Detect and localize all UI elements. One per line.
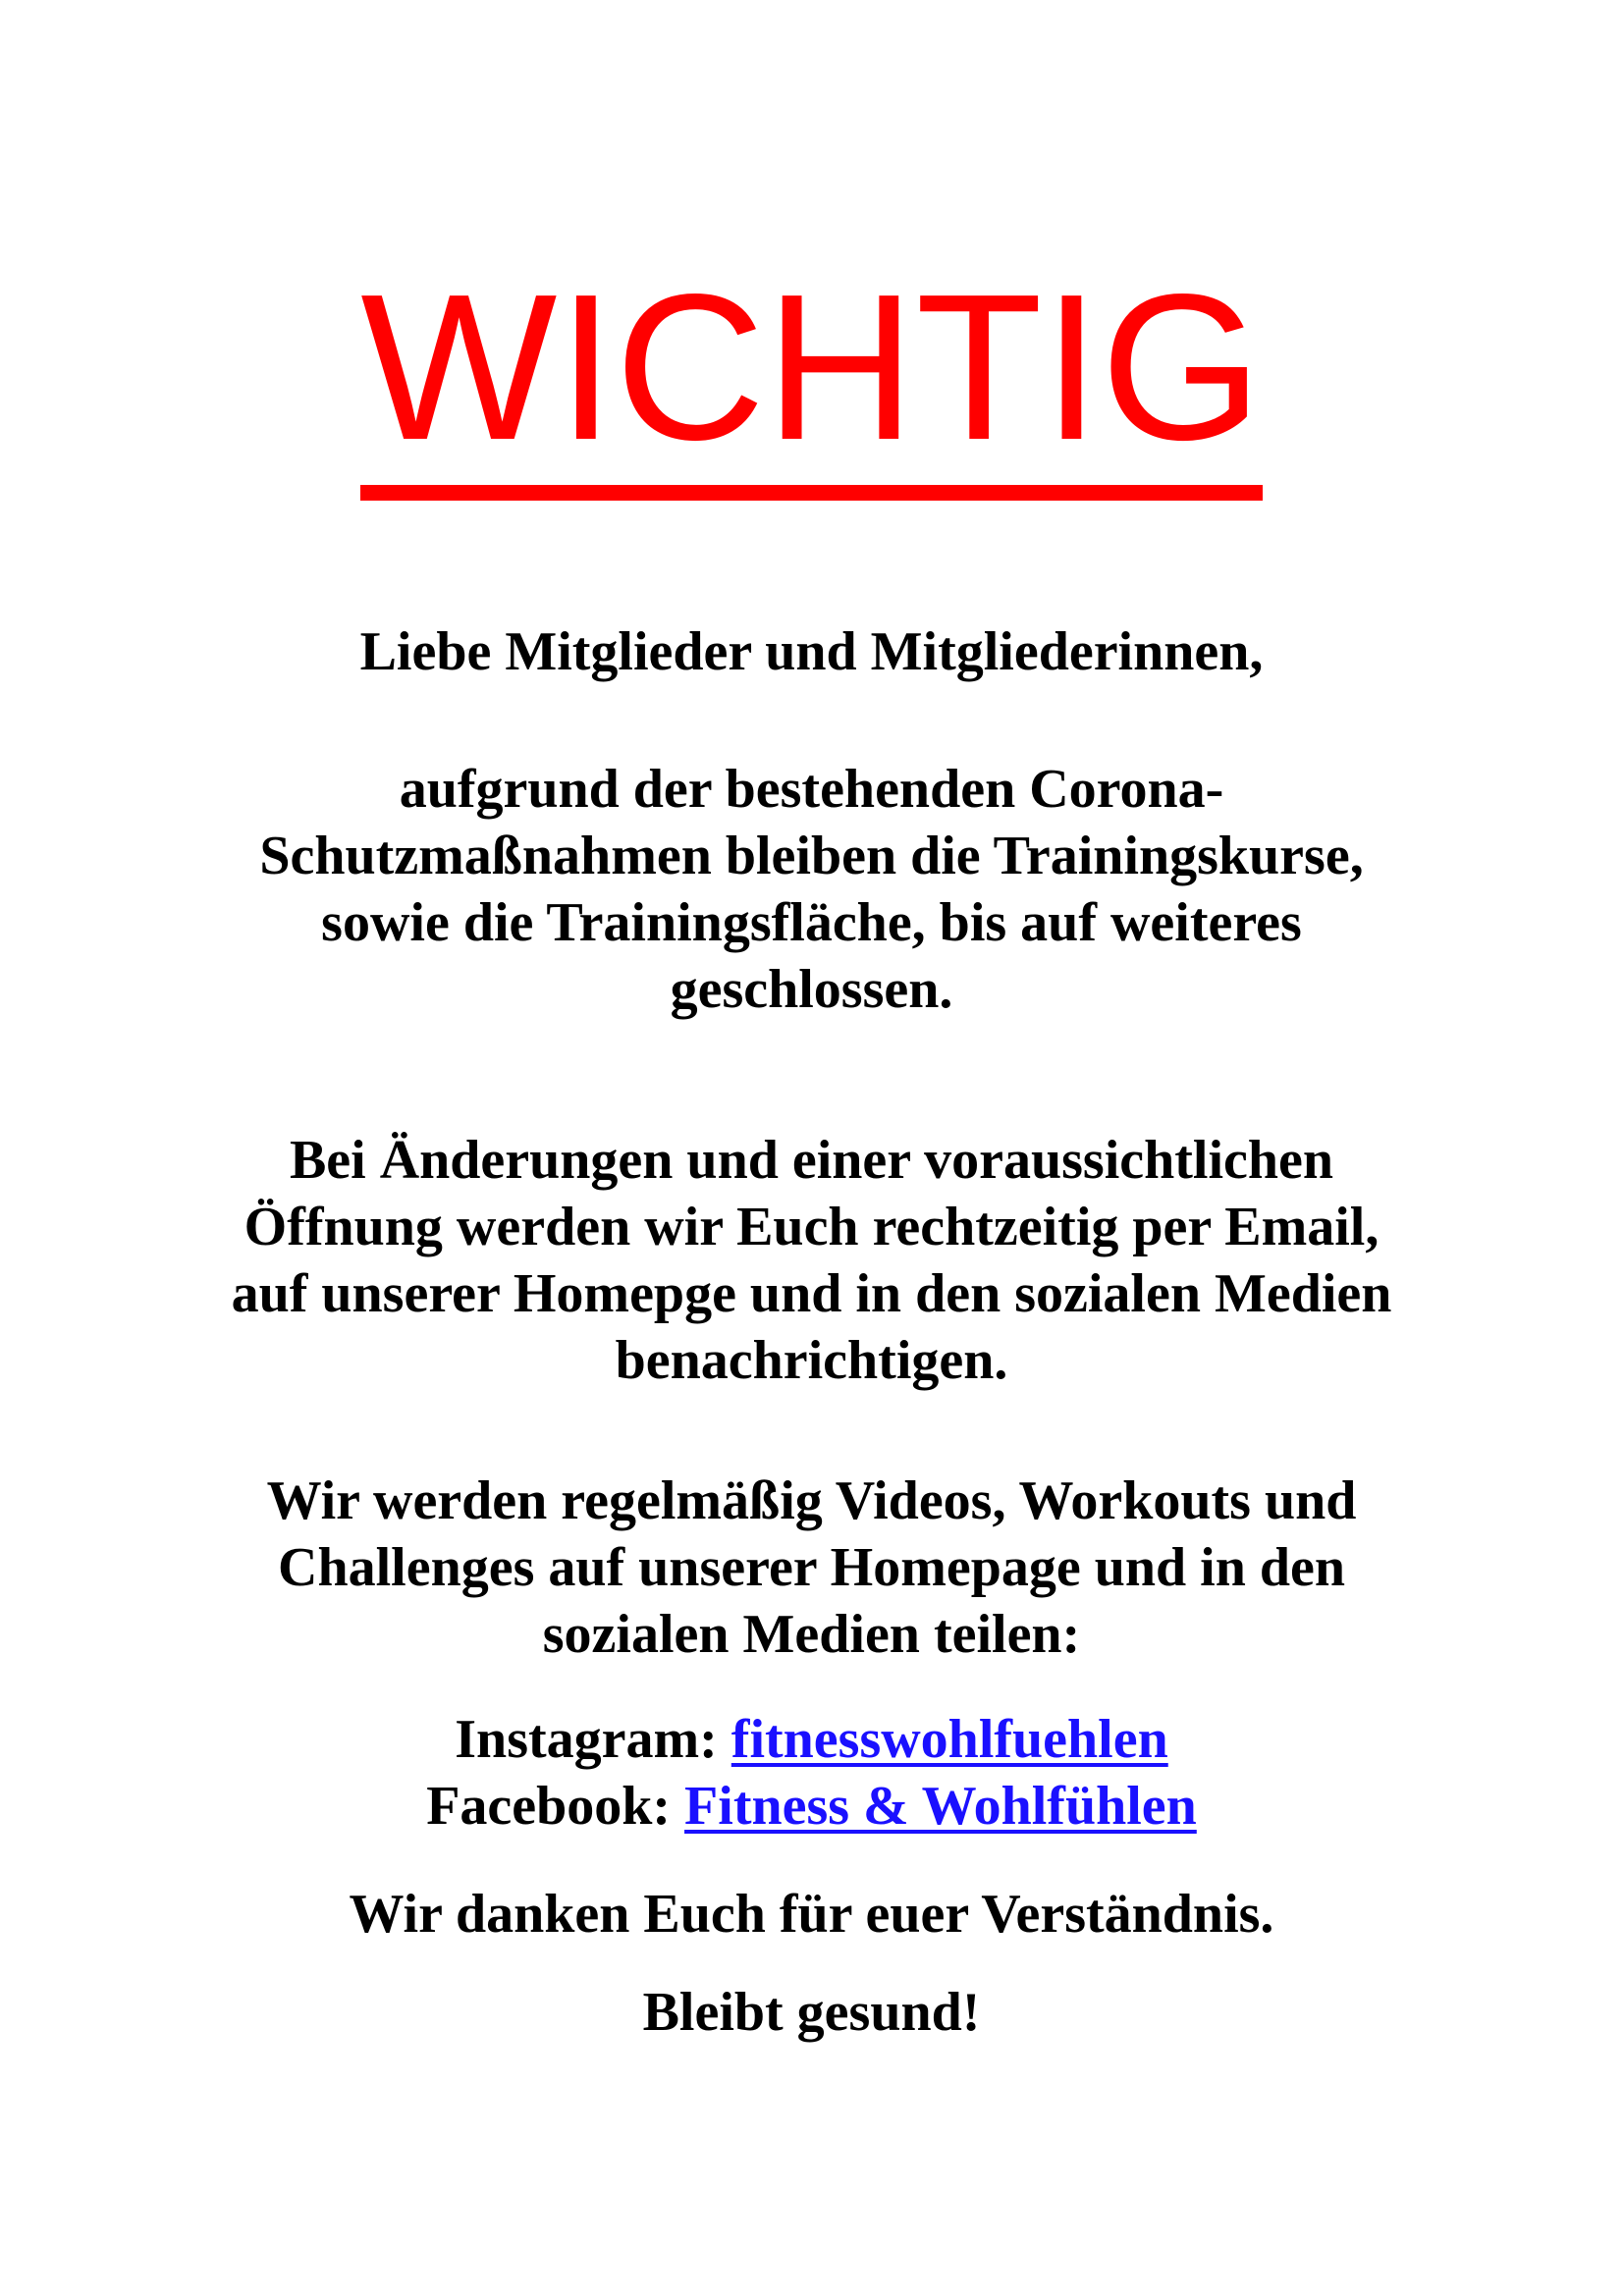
paragraph-line: Bei Änderungen und einer voraussichtlichen	[289, 1130, 1334, 1191]
instagram-label: Instagram:	[455, 1709, 731, 1770]
closing-text: Bleibt gesund!	[642, 1982, 981, 2043]
paragraph-content	[0, 1468, 1623, 1668]
paragraph-line: Challenges auf unserer Homepage und in den	[278, 1537, 1345, 1598]
facebook-label: Facebook:	[426, 1776, 685, 1837]
paragraph-line: sowie die Trainingsfläche, bis auf weiteres	[321, 892, 1302, 953]
paragraph-line: aufgrund der bestehenden Corona-	[399, 759, 1224, 820]
paragraph-closure	[0, 756, 1623, 1023]
facebook-line	[0, 1773, 1623, 1840]
paragraph-updates	[0, 1127, 1623, 1394]
greeting-text: Liebe Mitglieder und Mitgliederinnen,	[359, 621, 1264, 682]
closing-block	[0, 1979, 1623, 2046]
headline-text: WICHTIG	[360, 263, 1263, 501]
instagram-line	[0, 1706, 1623, 1773]
thanks-text: Wir danken Euch für euer Verständnis.	[349, 1884, 1274, 1945]
greeting-block	[0, 618, 1623, 685]
headline	[0, 250, 1623, 501]
instagram-link[interactable]: fitnesswohlfuehlen	[730, 1709, 1168, 1770]
paragraph-line: sozialen Medien teilen:	[542, 1604, 1081, 1665]
paragraph-line: Öffnung werden wir Euch rechtzeitig per Email,	[243, 1197, 1380, 1257]
paragraph-line: geschlossen.	[670, 959, 953, 1020]
paragraph-line: Schutzmaßnahmen bleiben die Trainingskurse,	[259, 826, 1364, 886]
thanks-block	[0, 1881, 1623, 1948]
social-links	[0, 1706, 1623, 1840]
paragraph-line: benachrichtigen.	[615, 1330, 1008, 1391]
facebook-link[interactable]: Fitness & Wohlfühlen	[684, 1776, 1197, 1837]
paragraph-line: auf unserer Homepge und in den sozialen Medien	[231, 1263, 1392, 1324]
paragraph-line: Wir werden regelmäßig Videos, Workouts und	[266, 1470, 1357, 1531]
